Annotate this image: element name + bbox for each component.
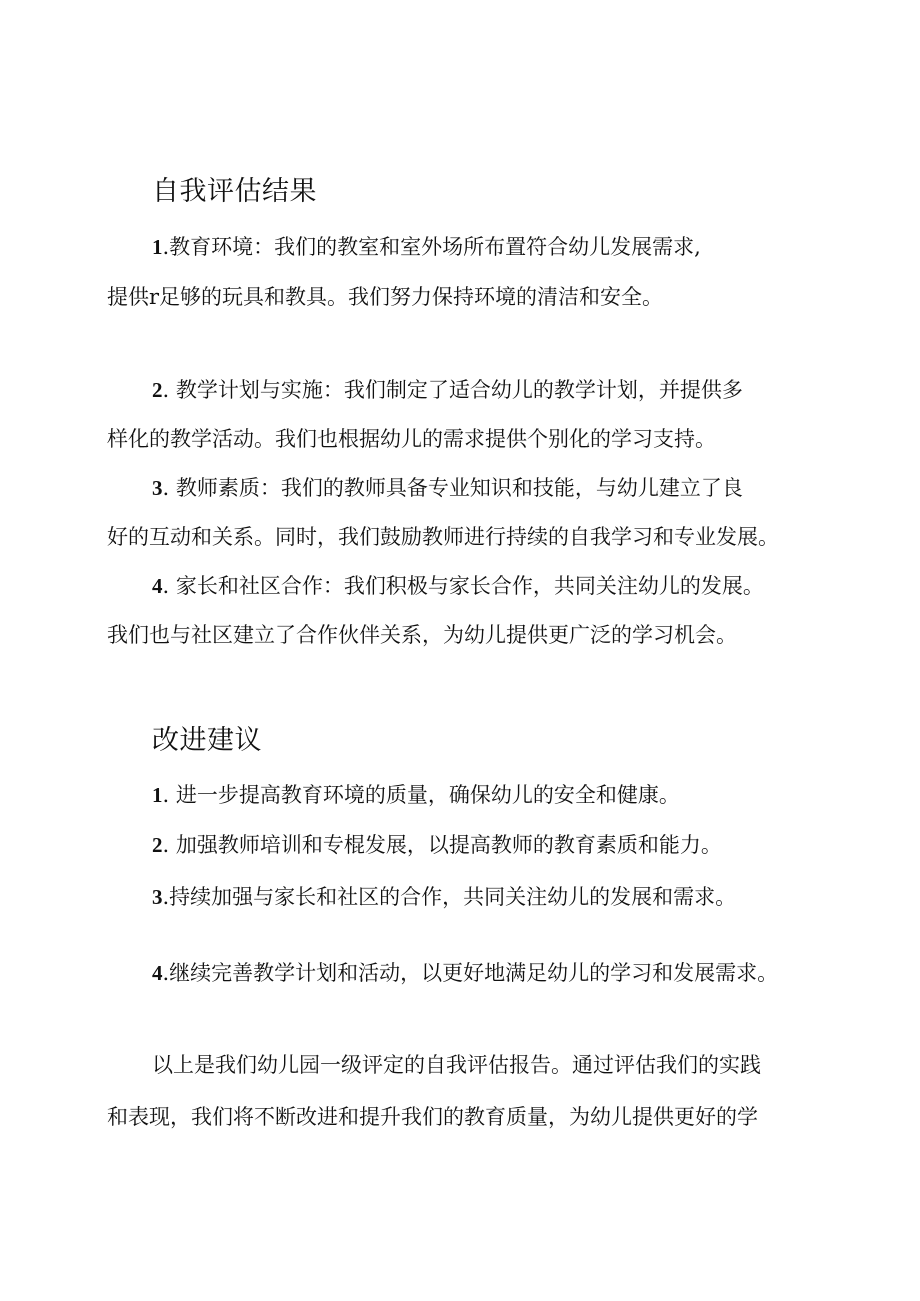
suggestion-item-1: [152, 779, 680, 811]
result-item-1-line-2: 提供r足够的玩具和教具。我们努力保持环境的清洁和安全。: [107, 285, 664, 309]
result-item-4-line-2: 我们也与社区建立了合作伙伴关系，为幼儿提供更广泛的学习机会。: [107, 623, 737, 647]
suggestions-heading: 改进建议: [152, 725, 262, 756]
item-text: . 教师素质：我们的教师具备专业知识和技能，与幼儿建立了良: [162, 476, 743, 500]
conclusion-line-1: 以上是我们幼儿园一级评定的自我评估报告。通过评估我们的实践: [152, 1053, 761, 1077]
result-item-3-line-1: [152, 472, 743, 504]
item-text: . 进一步提高教育环境的质量，确保幼儿的安全和健康。: [162, 783, 680, 807]
result-item-3-line-2: 好的互动和关系。同时，我们鼓励教师进行持续的自我学习和专业发展。: [107, 525, 779, 549]
result-item-4-line-1: [152, 570, 764, 602]
item-text: .继续完善教学计划和活动，以更好地满足幼儿的学习和发展需求。: [162, 961, 779, 985]
item-number: 3: [152, 885, 163, 909]
conclusion-line-2: 和表现，我们将不断改进和提升我们的教育质量，为幼儿提供更好的学: [107, 1105, 758, 1129]
result-item-1-line-1: [152, 231, 701, 263]
item-text: . 家长和社区合作：我们积极与家长合作，共同关注幼儿的发展。: [162, 574, 764, 598]
suggestion-item-4: [152, 957, 778, 989]
item-text: . 教学计划与实施：我们制定了适合幼儿的教学计划，并提供多: [162, 378, 743, 402]
results-heading: 自我评估结果: [152, 176, 317, 207]
suggestion-item-2: [152, 829, 722, 861]
item-number: 2: [152, 378, 163, 402]
item-text: . 加强教师培训和专棍发展，以提高教师的教育素质和能力。: [162, 833, 722, 857]
item-number: 4: [152, 574, 163, 598]
item-number: 1: [152, 235, 163, 259]
item-text: .教育环境：我们的教室和室外场所布置符合幼儿发展需求,: [162, 235, 701, 259]
result-item-2-line-1: [152, 374, 743, 406]
suggestion-item-3: [152, 881, 736, 913]
item-number: 1: [152, 783, 163, 807]
item-number: 3: [152, 476, 163, 500]
item-number: 4: [152, 961, 163, 985]
item-text: .持续加强与家长和社区的合作，共同关注幼儿的发展和需求。: [162, 885, 737, 909]
item-number: 2: [152, 833, 163, 857]
result-item-2-line-2: 样化的教学活动。我们也根据幼儿的需求提供个别化的学习支持。: [107, 427, 716, 451]
